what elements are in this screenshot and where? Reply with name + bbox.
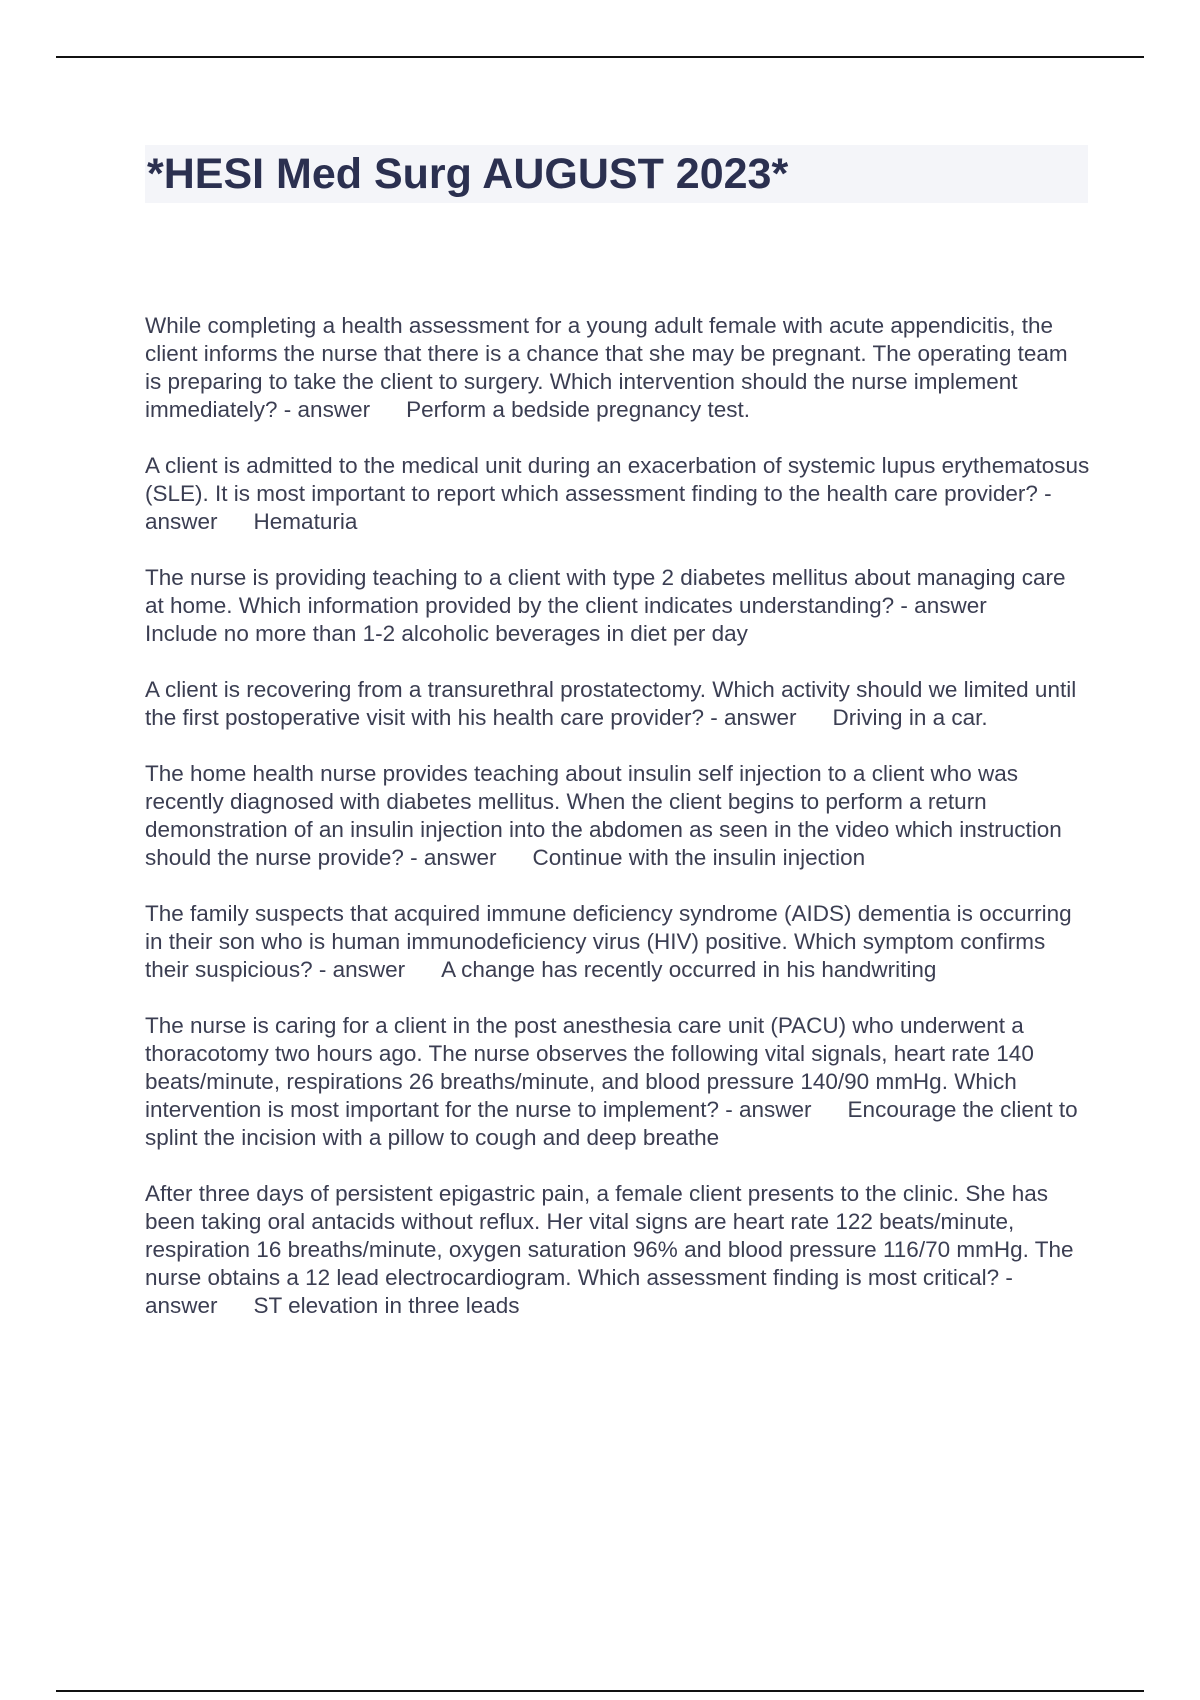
answer-text: Continue with the insulin injection [532, 845, 866, 870]
qa-item-2 [145, 452, 1090, 536]
answer-text: Hematuria [253, 509, 358, 534]
question-text: The family suspects that acquired immune deficiency syndrome (AIDS) dementia is occurring in their son who is human immunodeficiency virus (HIV) positive. Which symptom confirms their suspicious? - answer [145, 901, 1072, 982]
qa-item-8 [145, 1180, 1090, 1320]
question-text: A client is recovering from a transurethral prostatectomy. Which activity should we limited until the first postoperative visit with his health care provider? - answer [145, 677, 1077, 730]
question-text: The nurse is providing teaching to a client with type 2 diabetes mellitus about managing care at home. Which information provided by the client indicates understanding? - answer [145, 565, 1066, 618]
qa-item-4 [145, 676, 1090, 732]
question-text: The home health nurse provides teaching about insulin self injection to a client who was recently diagnosed with diabetes mellitus. When the client begins to perform a return demonstration of an insulin injection into the abdomen as seen in the video which instruction should the nurse provide? - answer [145, 761, 1062, 870]
answer-text: Encourage the client to splint the incision with a pillow to cough and deep breathe [145, 1097, 1078, 1150]
qa-item-1 [145, 312, 1090, 424]
qa-item-6 [145, 900, 1090, 984]
document-title: *HESI Med Surg AUGUST 2023* [147, 150, 789, 198]
question-text: After three days of persistent epigastric pain, a female client presents to the clinic. She has been taking oral antacids without reflux. Her vital signs are heart rate 122 beats/minute, respiration 16 breaths/minute, oxygen saturation 96% and blood pressure 116/70 mmHg. The nurse obtains a 12 lead electrocardiogram. Which assessment finding is most critical? - answer [145, 1181, 1074, 1318]
answer-text: Driving in a car. [832, 705, 988, 730]
qa-item-7 [145, 1012, 1090, 1152]
answer-text: A change has recently occurred in his handwriting [441, 957, 937, 982]
answer-text: Perform a bedside pregnancy test. [406, 397, 751, 422]
qa-item-5 [145, 760, 1090, 872]
bottom-rule [56, 1690, 1144, 1692]
answer-text: ST elevation in three leads [253, 1293, 520, 1318]
top-rule [56, 56, 1144, 58]
question-text: While completing a health assessment for a young adult female with acute appendicitis, the client informs the nurse that there is a chance that she may be pregnant. The operating team is preparing to take the client to surgery. Which intervention should the nurse implement immediately? - answer [145, 313, 1068, 422]
question-text: The nurse is caring for a client in the post anesthesia care unit (PACU) who underwent a thoracotomy two hours ago. The nurse observes the following vital signals, heart rate 140 beats/minute, respirations 26 breaths/minute, and blood pressure 140/90 mmHg. Which intervention is most important for the nurse to implement? - answer [145, 1013, 1034, 1122]
question-text: A client is admitted to the medical unit during an exacerbation of systemic lupus erythematosus (SLE). It is most important to report which assessment finding to the health care provider? - answer [145, 453, 1090, 534]
qa-item-3 [145, 564, 1090, 648]
answer-text: Include no more than 1-2 alcoholic beverages in diet per day [145, 621, 748, 646]
question-list [145, 312, 1090, 1348]
